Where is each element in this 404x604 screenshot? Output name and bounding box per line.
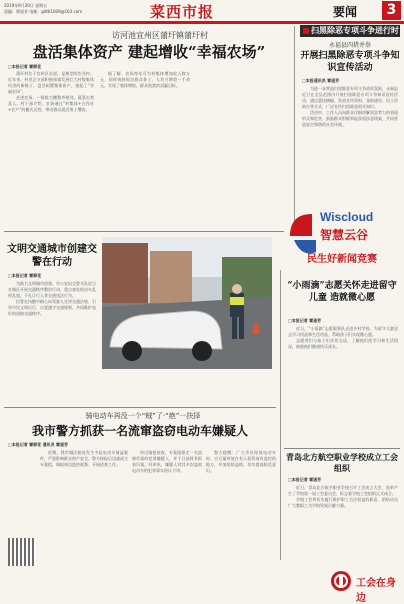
story5-body-col1 xyxy=(40,450,128,595)
qr-code xyxy=(8,538,36,566)
traffic-police-photo xyxy=(102,237,272,369)
story2-paragraph: 为进一步营造扫黑除恶专项斗争浓厚氛围，永福县近日在全县范围内开展扫黑除恶专项斗争知识宣传活动，通过悬挂横幅、发放宣传资料、张贴通告、设立咨询台等方式，广泛宣传扫黑除恶相关知识。 xyxy=(302,86,398,109)
section-divider xyxy=(4,407,276,408)
wiscloud-brand: Wiscloud xyxy=(320,210,374,224)
story4-headline: “小雨滴”志愿关怀走进留守儿童 造就微心愿 xyxy=(287,281,397,303)
header-meta xyxy=(4,3,114,15)
wiscloud-brand-cn: 智慧云谷 xyxy=(320,228,369,242)
story1-body-col1 xyxy=(8,71,94,231)
wiscloud-tagline: 民生好新闻竞赛 xyxy=(307,254,377,265)
story3-body xyxy=(8,281,96,405)
story6-body xyxy=(288,485,398,565)
story5-headline: 我市警方抓获一名流窜盗窃电动车嫌疑人 xyxy=(31,424,248,438)
column-divider xyxy=(294,26,295,226)
story5-byline: □本报记者 覃柳花 通讯员 覃道芳 xyxy=(8,442,68,447)
story2-headline: 开展扫黑除恶专项斗争知识宣传活动 xyxy=(300,51,400,73)
story5-paragraph: 经过缜密侦查，专案组锁定一名流窜作案的犯罪嫌疑人，并于日前将其抓获归案。经审讯，嫌疑人对其多次盗窃电动车的犯罪事实供认不讳。 xyxy=(132,450,202,473)
banner-label: 扫黑除恶专项斗争进行时 xyxy=(311,26,399,35)
story1-paragraph: 据了解，农场每年可为村集体增加收入数万元，同时吸纳周边群众务工，人均月增收一千余元，实现了集体增收、群众致富的双赢目标。 xyxy=(100,71,190,88)
story3-headline: 文明交通城市创建交警在行动 xyxy=(7,244,97,268)
column-divider xyxy=(280,270,281,560)
page-number: 3 xyxy=(382,1,401,20)
editor-line: 责编：覃道芳 电邮：gdtb1009@163.com xyxy=(4,9,83,14)
story4-body xyxy=(288,326,398,446)
story2-kicker: 永福县四措并举 xyxy=(328,42,371,49)
story5-body-col2 xyxy=(132,450,202,595)
story3-paragraph: 民警在执勤中耐心向驾驶人宣讲交通法规，引导市民文明出行，自觉遵守交通规则，共同维护良好的道路交通秩序。 xyxy=(8,299,96,316)
story6-paragraph: 学校工会将切实履行维护职工合法权益的职责，团结动员广大教职工为学校发展贡献力量。 xyxy=(288,497,398,508)
story1-kicker: 访河池宜州区蒲圩镇蒲圩村 xyxy=(112,31,208,40)
story6-paragraph: 近日，青岛北方航空职业学校召开工会成立大会，选举产生了学校第一届工会委员会，标志着学校工会组织正式成立。 xyxy=(288,485,398,496)
story4-paragraph: 志愿者们与孩子们亲切交谈，了解他们的学习和生活情况，鼓励他们健康快乐成长。 xyxy=(288,338,398,349)
story1-paragraph: 走进农场，一排排大棚整齐排列，蔬菜长势喜人。村干部介绍，农场通过“村集体+合作社+农户”的模式运营，带动群众就近务工增收。 xyxy=(8,95,94,112)
photo-image xyxy=(102,237,272,369)
section-divider xyxy=(4,231,284,232)
story4-paragraph: 近日，“小雨滴”志愿服务队走进乡村学校，为留守儿童送去学习用品和生活用品，帮助孩子们实现微心愿。 xyxy=(288,326,398,337)
header-rule xyxy=(0,21,404,24)
story5-paragraph: 近期，我市城区接连发生多起电动车被盗案件，严重影响群众财产安全。警方接报后迅速成立专案组，调取周边监控视频，开展侦查工作。 xyxy=(40,450,128,467)
union-logo xyxy=(330,568,400,604)
story2-body xyxy=(302,86,398,201)
story5-kicker: 骑电动车再没一个“贼”了·“绝”一抉择 xyxy=(85,412,201,420)
story3-paragraph: 为助力文明城市创建，市公安局交警支队近日在城区开展交通秩序整治行动，重点查处机动车乱停乱放、不礼让行人等交通违法行为。 xyxy=(8,281,96,298)
story5-body-col3 xyxy=(206,450,276,595)
story1-body-col2 xyxy=(100,71,190,231)
section-divider xyxy=(284,448,400,449)
story2-byline: □本报通讯员 覃道芳 xyxy=(302,78,340,83)
wiscloud-ad xyxy=(286,206,398,268)
story1-headline: 盘活集体资产 建起增收“幸福农场” xyxy=(32,43,266,61)
section-banner xyxy=(300,25,400,37)
issue-date: 2019年9月20日 星期五 xyxy=(4,3,48,8)
union-logo-text: 工会在身边 xyxy=(356,578,396,604)
story5-paragraph: 警方提醒：广大市民停放电动车时，应尽量停放在有人看管或有监控的地方，并加装防盗锁，切实提高防范意识。 xyxy=(206,450,276,473)
story1-byline: □本报记者 覃柳花 xyxy=(8,64,42,69)
story1-paragraph: 蒲圩村位于宜州区东部，是典型的农业村。近年来，村党总支部积极探索发展壮大村级集体经济的新路子，盘活闲置集体资产，建起了“幸福农场”。 xyxy=(8,71,94,94)
section-name: 要闻 xyxy=(333,5,358,19)
story6-byline: □本报记者 覃道芳 xyxy=(288,477,322,482)
story4-byline: □本报记者 覃道芳 xyxy=(288,318,322,323)
story3-byline: □本报记者 覃柳花 xyxy=(8,273,42,278)
story6-headline: 青岛北方航空职业学校成立工会组织 xyxy=(286,452,398,473)
masthead: 菜西市报 xyxy=(150,3,215,21)
story2-paragraph: 活动中，工作人员向群众详细讲解黑恶势力的表现形式和危害，鼓励群众积极举报涉黑涉恶线索，共同营造安定和谐的社会环境。 xyxy=(302,110,398,127)
union-emblem-icon xyxy=(330,570,352,592)
